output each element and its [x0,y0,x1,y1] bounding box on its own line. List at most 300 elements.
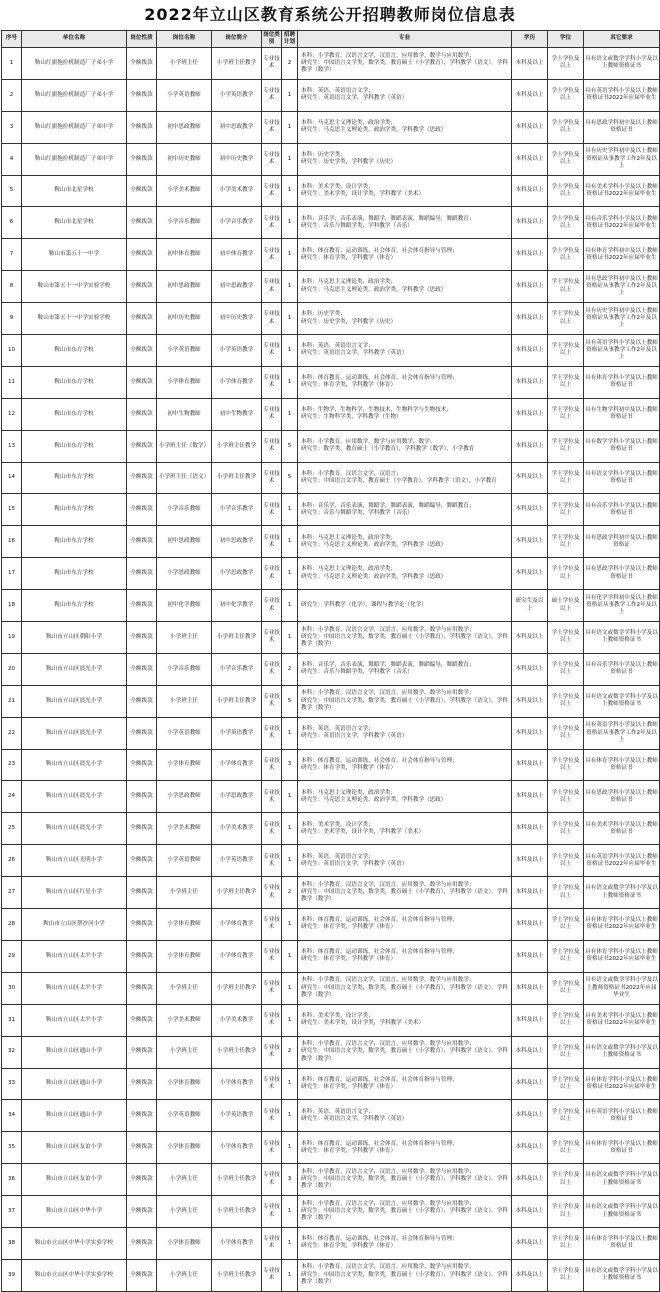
cell-brief: 小学体育教学 [212,749,262,781]
cell-post: 小学班主任（数学） [157,430,212,462]
cell-unit: 鞍山市东方学校 [22,590,127,622]
cell-nature: 全额拨款 [127,685,157,717]
cell-brief: 小学班主任教学 [212,462,262,494]
cell-plan: 1 [282,1259,298,1291]
cell-education: 本科及以上 [512,335,548,367]
cell-unit: 鞍山红旗拖拉机制造厂子弟中学 [22,111,127,143]
table-row [2,590,660,622]
table-row [2,717,660,749]
cell-category: 专业技术 [262,48,282,80]
cell-no: 28 [2,909,22,941]
cell-no: 30 [2,972,22,1004]
cell-unit: 鞍山市东方学校 [22,494,127,526]
cell-other: 具有语文或数学学科小学及以上教师资格证书 [584,1164,660,1196]
cell-degree: 学士学位及以上 [548,685,584,717]
cell-unit: 鞍山市立山区晨光小学 [22,813,127,845]
major-line: 研究生：英语语言文学，学科教学（英语） [301,860,408,867]
table-header-row [2,31,660,48]
cell-category: 专业技术 [262,79,282,111]
cell-post: 小学体育教师 [157,1132,212,1164]
major-line: 本科：美术学类，设计学类； [301,821,374,828]
cell-post: 小学英语教师 [157,845,212,877]
cell-major [298,271,512,303]
cell-major [298,877,512,909]
major-line: 本科：马克思主义理论类，政治学类； [301,566,397,573]
cell-other: 具有美术学科小学及以上教师资格证书 [584,813,660,845]
cell-brief: 小学班主任教学 [212,622,262,654]
major-line: 研究生：体育学类，学科教学（体育） [301,382,397,389]
cell-brief: 小学班主任教学 [212,972,262,1004]
cell-education: 本科及以上 [512,653,548,685]
cell-degree: 学士学位及以上 [548,1259,584,1291]
cell-unit: 鞍山市东方学校 [22,430,127,462]
cell-nature: 全额拨款 [127,972,157,1004]
cell-post: 小学美术教师 [157,813,212,845]
cell-education: 本科及以上 [512,462,548,494]
cell-education: 本科及以上 [512,909,548,941]
cell-nature: 全额拨款 [127,175,157,207]
cell-category: 专业技术 [262,366,282,398]
cell-category: 专业技术 [262,781,282,813]
cell-plan: 1 [282,622,298,654]
cell-degree: 学士学位及以上 [548,494,584,526]
cell-brief: 小学音乐教学 [212,494,262,526]
cell-plan: 5 [282,462,298,494]
cell-plan: 1 [282,335,298,367]
cell-other: 具有英语学科小学及以上教师资格证书2022年应届毕业生 [584,845,660,877]
cell-unit: 鞍山市立山区晨光小学 [22,685,127,717]
cell-no: 27 [2,877,22,909]
major-line: 研究生：马克思主义理论类，政治学类，学科教学（思政） [301,127,447,134]
cell-other: 具有思政学科初中及以上教师资格证书 [584,111,660,143]
cell-education: 本科及以上 [512,1068,548,1100]
cell-nature: 全额拨款 [127,1132,157,1164]
table-row [2,143,660,175]
major-line: 研究生：英语语言文学，学科教学（英语） [301,1115,408,1122]
major-line: 研究生：中国语言文学类，数学类，教育硕士（小学教育），学科教学（语文），学科教学（数学） [301,633,508,648]
cell-no: 32 [2,1036,22,1068]
cell-plan: 1 [282,1068,298,1100]
cell-category: 专业技术 [262,877,282,909]
cell-no: 35 [2,1132,22,1164]
cell-education: 本科及以上 [512,303,548,335]
major-line: 研究生：美术学类，设计学类，学科教学（美术） [301,1020,425,1027]
cell-degree: 学士学位及以上 [548,813,584,845]
cell-post: 小学英语教师 [157,717,212,749]
cell-brief: 小学英语教学 [212,717,262,749]
cell-education: 本科及以上 [512,398,548,430]
cell-brief: 初中生物教学 [212,398,262,430]
cell-nature: 全额拨款 [127,239,157,271]
table-row [2,239,660,271]
major-line: 研究生：中国语言文学类，数学类，教育硕士（小学教育），学科教学（语文），学科教学（数学） [301,1207,508,1222]
cell-category: 专业技术 [262,494,282,526]
cell-plan: 2 [282,877,298,909]
cell-education: 本科及以上 [512,717,548,749]
cell-major [298,558,512,590]
cell-nature: 全额拨款 [127,335,157,367]
cell-degree: 学士学位及以上 [548,79,584,111]
cell-other: 具有英语学科小学及以上教师资格证书2022年应届毕业生 [584,79,660,111]
cell-plan: 3 [282,749,298,781]
cell-other: 具有语文或数学学科小学及以上教师资格证书 [584,685,660,717]
cell-education: 本科及以上 [512,940,548,972]
cell-unit: 鞍山市立山区太平小学 [22,1004,127,1036]
major-line: 研究生：中国语言文学类，数学类，教育硕士（小学教育），学科教学（语文），学科教学（数学） [301,697,508,711]
cell-education: 本科及以上 [512,1132,548,1164]
col-header-major: 专业 [298,31,512,48]
cell-unit: 鞍山市第五十一中学 [22,239,127,271]
cell-education: 本科及以上 [512,526,548,558]
major-line: 研究生：美术学类，设计学类，学科教学（美术） [301,191,425,197]
cell-plan: 1 [282,972,298,1004]
major-line: 研究生：历史学类，学科教学（历史） [301,159,397,166]
cell-plan: 5 [282,685,298,717]
cell-education: 本科及以上 [512,1259,548,1291]
cell-nature: 全额拨款 [127,845,157,877]
cell-unit: 鞍山市立山区晨光小学 [22,781,127,813]
cell-other: 具有语文或数学学科小学及以上教师资格证书 [584,48,660,80]
cell-nature: 全额拨款 [127,1036,157,1068]
col-header-brief: 岗位简介 [212,31,262,48]
cell-post: 小学英语教师 [157,1100,212,1132]
cell-major [298,48,512,80]
cell-post: 小学班主任 [157,1196,212,1228]
cell-nature: 全额拨款 [127,813,157,845]
cell-unit: 鞍山市立山区友谊小学 [22,1132,127,1164]
cell-category: 专业技术 [262,1100,282,1132]
table-row [2,1004,660,1036]
cell-other: 具有历史学科初中及以上教师资格证从事教学工作2年及以上 [584,143,660,175]
cell-major [298,717,512,749]
cell-brief: 初中思政教学 [212,111,262,143]
cell-post: 小学班主任 [157,622,212,654]
cell-category: 专业技术 [262,111,282,143]
cell-post: 小学体育教师 [157,366,212,398]
cell-category: 专业技术 [262,271,282,303]
cell-no: 20 [2,653,22,685]
cell-unit: 鞍山市立山区通山小学 [22,1036,127,1068]
cell-nature: 全额拨款 [127,1227,157,1259]
table-row [2,1036,660,1068]
table-row [2,558,660,590]
cell-education: 本科及以上 [512,1036,548,1068]
cell-brief: 初中历史教学 [212,143,262,175]
cell-nature: 全额拨款 [127,271,157,303]
major-line: 研究生：中国语言文学类，数学类，教育硕士（小学教育），学科教学（语文），学科教学（数学） [301,889,508,903]
table-row [2,845,660,877]
cell-no: 9 [2,303,22,335]
cell-brief: 小学音乐教学 [212,207,262,239]
cell-no: 18 [2,590,22,622]
cell-nature: 全额拨款 [127,1068,157,1100]
cell-post: 初中历史教师 [157,303,212,335]
cell-category: 专业技术 [262,398,282,430]
cell-degree: 学士学位及以上 [548,622,584,654]
cell-other: 具有思政学科初中及以上教师资格证 [584,526,660,558]
major-line: 本科：体育教育，运动训练，社会体育，社会体育指导与管理； [301,949,458,956]
major-line: 研究生：英语语言文学，学科教学（英语） [301,733,408,740]
cell-nature: 全额拨款 [127,749,157,781]
cell-post: 小学班主任 [157,685,212,717]
col-header-degree: 学位 [548,31,584,48]
cell-other: 具有思政学科小学及以上教师资格证书 [584,781,660,813]
cell-other: 具有英语学科小学及以上教师资格证书 [584,1100,660,1132]
cell-education: 本科及以上 [512,175,548,207]
cell-no: 23 [2,749,22,781]
cell-brief: 小学英语教学 [212,1100,262,1132]
cell-no: 31 [2,1004,22,1036]
cell-category: 专业技术 [262,940,282,972]
cell-plan: 1 [282,1100,298,1132]
cell-post: 初中思政教师 [157,526,212,558]
cell-other: 具有体育学科小学及以上教师资格证书2022年应届毕业生 [584,909,660,941]
cell-category: 专业技术 [262,653,282,685]
major-line: 本科：小学教育，汉语言文学，汉语言，应用数学，数学与应用数学； [301,1168,475,1175]
cell-post: 小学班主任（语文） [157,462,212,494]
col-header-plan: 招聘计划 [282,31,298,48]
cell-education: 本科及以上 [512,143,548,175]
cell-major [298,622,512,654]
major-line: 研究生：生物科学类，学科教学（生物） [301,414,402,421]
cell-no: 38 [2,1227,22,1259]
cell-post: 初中思政教师 [157,271,212,303]
cell-degree: 学士学位及以上 [548,845,584,877]
cell-brief: 小学体育教学 [212,1227,262,1259]
positions-table [1,30,660,1292]
cell-post: 小学班主任 [157,48,212,80]
cell-degree: 学士学位及以上 [548,271,584,303]
cell-degree: 学士学位及以上 [548,1100,584,1132]
major-line: 研究生：中国语言文学类，教育硕士（小学教育），学科教学（语文），小学教育 [301,478,497,485]
cell-brief: 小学体育教学 [212,366,262,398]
cell-brief: 小学班主任教学 [212,1164,262,1196]
cell-nature: 全额拨款 [127,909,157,941]
cell-unit: 鞍山市东方学校 [22,398,127,430]
cell-other: 具有音乐学科小学及以上教师资格证书2022年应届毕业生 [584,207,660,239]
cell-brief: 小学体育教学 [212,1068,262,1100]
cell-no: 8 [2,271,22,303]
cell-nature: 全额拨款 [127,398,157,430]
cell-post: 初中体育教师 [157,239,212,271]
major-line: 研究生：中国语言文学类，数学类，教育硕士（小学教育），学科教学（语文），学科教学（数学） [301,984,508,998]
cell-nature: 全额拨款 [127,622,157,654]
cell-unit: 鞍山市立山区通山小学 [22,1100,127,1132]
col-header-category: 岗位类别 [262,31,282,48]
cell-nature: 全额拨款 [127,1164,157,1196]
cell-unit: 鞍山市立山区中华小学实验学校 [22,1259,127,1291]
cell-major [298,781,512,813]
cell-degree: 硕士学位及以上 [548,590,584,622]
cell-nature: 全额拨款 [127,1004,157,1036]
cell-major [298,1068,512,1100]
table-row [2,1196,660,1228]
cell-other: 具有英语学科小学及以上教师资格证从事教学工作2年及以上 [584,717,660,749]
cell-post: 小学体育教师 [157,749,212,781]
cell-nature: 全额拨款 [127,430,157,462]
cell-major [298,590,512,622]
cell-major [298,111,512,143]
cell-education: 本科及以上 [512,1164,548,1196]
major-line: 研究生：历史学类，学科教学（历史） [301,318,397,325]
cell-category: 专业技术 [262,1132,282,1164]
major-line: 本科：体育教育，运动训练，社会体育，社会体育指导与管理； [301,1076,458,1083]
cell-major [298,239,512,271]
cell-brief: 小学班主任教学 [212,1259,262,1291]
major-line: 本科：音乐学，音乐表演，舞蹈学，舞蹈表演，舞蹈编导，舞蹈教育； [301,215,475,222]
cell-no: 11 [2,366,22,398]
cell-post: 小学班主任 [157,972,212,1004]
table-row [2,909,660,941]
cell-no: 14 [2,462,22,494]
cell-brief: 小学班主任教学 [212,1196,262,1228]
cell-education: 本科及以上 [512,207,548,239]
cell-education: 本科及以上 [512,239,548,271]
cell-post: 小学体育教师 [157,1227,212,1259]
cell-category: 专业技术 [262,1164,282,1196]
cell-nature: 全额拨款 [127,462,157,494]
cell-brief: 小学体育教学 [212,940,262,972]
cell-nature: 全额拨款 [127,1100,157,1132]
cell-degree: 学士学位及以上 [548,526,584,558]
table-row [2,685,660,717]
major-line: 本科：生物学，生物科学，生物技术，生物科学与生物技术； [301,407,453,414]
cell-degree: 学士学位及以上 [548,781,584,813]
cell-post: 小学英语教师 [157,335,212,367]
cell-other: 具有体育学科小学及以上教师资格证书2022年应届毕业生 [584,940,660,972]
cell-education: 研究生及以上 [512,590,548,622]
col-header-unit: 单位名称 [22,31,127,48]
cell-nature: 全额拨款 [127,590,157,622]
cell-category: 专业技术 [262,717,282,749]
cell-unit: 鞍山红旗拖拉机制造厂子弟中学 [22,143,127,175]
cell-major [298,813,512,845]
cell-other: 具有音乐学科小学及以上教师资格证书 [584,653,660,685]
cell-major [298,972,512,1004]
cell-degree: 学士学位及以上 [548,749,584,781]
table-row [2,79,660,111]
cell-degree: 学士学位及以上 [548,1196,584,1228]
cell-no: 36 [2,1164,22,1196]
cell-other: 具有体育学科小学及以上教师资格证书 [584,1132,660,1164]
cell-degree: 学士学位及以上 [548,1036,584,1068]
cell-plan: 1 [282,494,298,526]
cell-no: 6 [2,207,22,239]
cell-degree: 学士学位及以上 [548,940,584,972]
major-line: 研究生：中国语言文学类，数学类，教育硕士（小学教育），学科教学（语文），学科教学（数学） [301,1271,508,1285]
major-line: 本科：小学教育，汉语言文学，汉语言，应用数学，数学与应用数学； [301,881,475,888]
cell-no: 29 [2,940,22,972]
major-line: 研究生：音乐与舞蹈学类，学科教学（音乐） [301,669,413,676]
cell-category: 专业技术 [262,558,282,590]
cell-category: 专业技术 [262,1004,282,1036]
cell-nature: 全额拨款 [127,79,157,111]
cell-plan: 1 [282,526,298,558]
cell-category: 专业技术 [262,430,282,462]
cell-plan: 1 [282,207,298,239]
cell-category: 专业技术 [262,813,282,845]
col-header-no: 序号 [2,31,22,48]
major-line: 本科：历史学类； [301,151,346,158]
cell-education: 本科及以上 [512,79,548,111]
cell-education: 本科及以上 [512,1100,548,1132]
cell-no: 4 [2,143,22,175]
col-header-nature: 岗位性质 [127,31,157,48]
table-row [2,335,660,367]
cell-education: 本科及以上 [512,622,548,654]
cell-degree: 学士学位及以上 [548,1132,584,1164]
cell-post: 小学音乐教师 [157,207,212,239]
major-line: 本科：英语，英语语言文学； [301,88,374,95]
table-row [2,175,660,207]
cell-post: 小学体育教师 [157,940,212,972]
major-line: 研究生：马克思主义理论类，政治学类，学科教学（思政） [301,796,447,803]
table-row [2,1100,660,1132]
cell-plan: 1 [282,303,298,335]
major-line: 本科：历史学类； [301,311,346,318]
major-line: 研究生：体育学类，学科教学（体育） [301,254,397,261]
cell-degree: 学士学位及以上 [548,717,584,749]
cell-nature: 全额拨款 [127,494,157,526]
major-line: 研究生：英语语言文学，学科教学（英语） [301,350,408,357]
cell-no: 24 [2,781,22,813]
cell-category: 专业技术 [262,845,282,877]
cell-unit: 鞍山市立山区太平小学 [22,940,127,972]
major-line: 本科：马克思主义理论类，政治学类； [301,534,397,541]
cell-degree: 学士学位及以上 [548,143,584,175]
cell-major [298,940,512,972]
cell-brief: 小学体育教学 [212,1132,262,1164]
major-line: 本科：英语，英语语言文学； [301,343,374,350]
cell-degree: 学士学位及以上 [548,909,584,941]
cell-unit: 鞍山市东方学校 [22,526,127,558]
major-line: 本科：美术学类，设计学类； [301,1012,374,1019]
cell-category: 专业技术 [262,749,282,781]
cell-education: 本科及以上 [512,877,548,909]
cell-other: 具有体育学科初中及以上教师资格证书2022年应届毕业生 [584,239,660,271]
cell-no: 19 [2,622,22,654]
cell-category: 专业技术 [262,303,282,335]
cell-plan: 1 [282,398,298,430]
major-line: 本科：体育教育，运动训练，社会体育，社会体育指导与管理； [301,1140,458,1147]
cell-major [298,1100,512,1132]
cell-no: 33 [2,1068,22,1100]
cell-education: 本科及以上 [512,366,548,398]
cell-post: 小学班主任 [157,1036,212,1068]
cell-brief: 小学美术教学 [212,175,262,207]
major-line: 研究生：体育学类，学科教学（体育） [301,765,397,772]
cell-education: 本科及以上 [512,494,548,526]
cell-post: 小学美术教师 [157,1004,212,1036]
cell-major [298,1259,512,1291]
table-row [2,48,660,80]
col-header-other: 其它要求 [584,31,660,48]
cell-nature: 全额拨款 [127,303,157,335]
cell-other: 具有生物学科初中及以上教师资格证书 [584,398,660,430]
major-line: 本科：音乐学，音乐表演，舞蹈学，舞蹈表演，舞蹈编导，舞蹈教育； [301,502,475,509]
cell-unit: 鞍山市北星学校 [22,207,127,239]
cell-brief: 小学音乐教学 [212,653,262,685]
table-row [2,366,660,398]
col-header-education: 学历 [512,31,548,48]
cell-major [298,526,512,558]
cell-nature: 全额拨款 [127,781,157,813]
major-line: 本科：小学教育，汉语言文学，汉语言，应用数学，数学与应用数学； [301,1200,475,1207]
cell-plan: 1 [282,558,298,590]
cell-plan: 5 [282,430,298,462]
cell-plan: 1 [282,366,298,398]
major-line: 研究生：体育学类，学科教学（体育） [301,1243,397,1250]
